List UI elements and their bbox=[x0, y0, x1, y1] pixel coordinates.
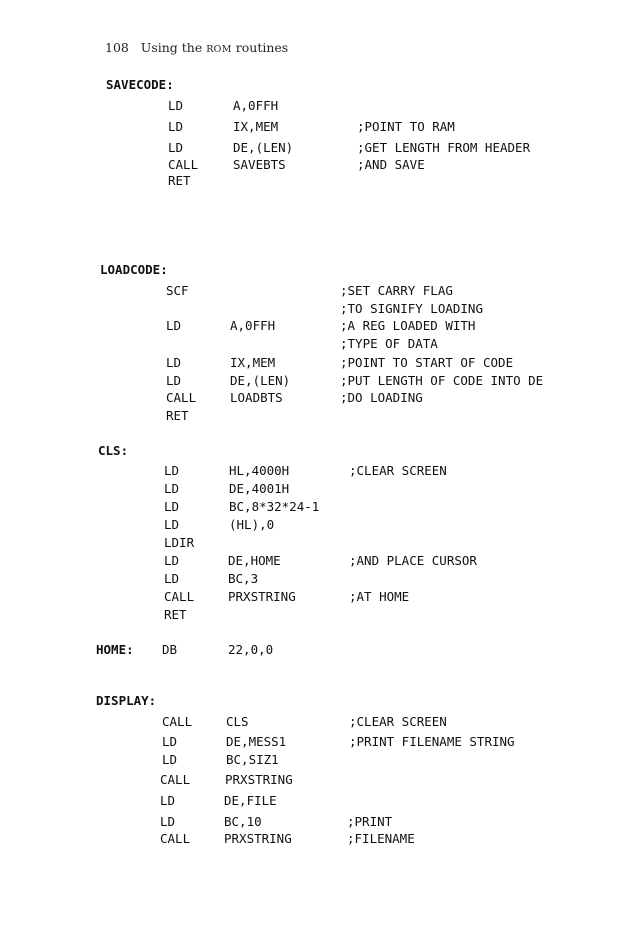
code-line bbox=[0, 140, 630, 157]
code-line bbox=[0, 262, 630, 279]
code-line bbox=[0, 463, 630, 480]
code-mnemonic: LD bbox=[164, 463, 180, 478]
code-operands: DE,MESS1 bbox=[226, 734, 287, 749]
code-comment: ;FILENAME bbox=[347, 831, 415, 846]
code-mnemonic: CALL bbox=[164, 589, 195, 604]
code-operands: IX,MEM bbox=[230, 355, 276, 370]
code-line bbox=[0, 693, 630, 710]
code-line bbox=[0, 77, 630, 94]
code-mnemonic: CALL bbox=[166, 390, 197, 405]
code-mnemonic: LD bbox=[168, 140, 184, 155]
code-operands: PRXSTRING bbox=[225, 772, 293, 787]
code-line bbox=[0, 499, 630, 516]
code-mnemonic: LD bbox=[166, 373, 182, 388]
code-mnemonic: LD bbox=[160, 814, 176, 829]
code-operands: DE,4001H bbox=[229, 481, 290, 496]
code-mnemonic: CALL bbox=[168, 157, 199, 172]
code-line bbox=[0, 734, 630, 751]
code-label: CLS: bbox=[98, 443, 129, 458]
code-operands: BC,8*32*24-1 bbox=[229, 499, 320, 514]
chapter-title-pre: Using the bbox=[140, 40, 203, 55]
code-mnemonic: LD bbox=[164, 517, 180, 532]
code-line bbox=[0, 814, 630, 831]
code-mnemonic: LD bbox=[162, 752, 178, 767]
code-comment: ;POINT TO RAM bbox=[357, 119, 455, 134]
code-line bbox=[0, 157, 630, 174]
code-mnemonic: LD bbox=[164, 499, 180, 514]
code-label: DISPLAY: bbox=[96, 693, 157, 708]
code-line bbox=[0, 607, 630, 624]
code-operands: BC,10 bbox=[224, 814, 262, 829]
code-line bbox=[0, 283, 630, 300]
code-operands: CLS bbox=[226, 714, 249, 729]
code-line bbox=[0, 443, 630, 460]
code-operands: A,0FFH bbox=[233, 98, 279, 113]
code-mnemonic: LD bbox=[168, 98, 184, 113]
code-operands: IX,MEM bbox=[233, 119, 279, 134]
code-mnemonic: LD bbox=[164, 481, 180, 496]
code-operands: SAVEBTS bbox=[233, 157, 286, 172]
code-line bbox=[0, 408, 630, 425]
code-operands: PRXSTRING bbox=[224, 831, 292, 846]
code-line bbox=[0, 571, 630, 588]
code-line bbox=[0, 589, 630, 606]
code-line bbox=[0, 390, 630, 407]
code-comment: ;CLEAR SCREEN bbox=[349, 463, 447, 478]
code-comment: ;AT HOME bbox=[349, 589, 410, 604]
code-comment: ;PRINT bbox=[347, 814, 393, 829]
code-label: HOME: bbox=[96, 642, 134, 657]
code-mnemonic: LD bbox=[166, 318, 182, 333]
chapter-title-post: routines bbox=[235, 40, 289, 55]
code-comment: ;TYPE OF DATA bbox=[340, 336, 438, 351]
code-comment: ;GET LENGTH FROM HEADER bbox=[357, 140, 531, 155]
code-comment: ;SET CARRY FLAG bbox=[340, 283, 453, 298]
code-operands: (HL),0 bbox=[229, 517, 275, 532]
code-label: LOADCODE: bbox=[100, 262, 168, 277]
code-line bbox=[0, 793, 630, 810]
code-line bbox=[0, 535, 630, 552]
code-line bbox=[0, 714, 630, 731]
code-line bbox=[0, 517, 630, 534]
code-label: SAVECODE: bbox=[106, 77, 174, 92]
code-operands: DE,FILE bbox=[224, 793, 277, 808]
code-operands: 22,0,0 bbox=[228, 642, 274, 657]
code-operands: BC,SIZ1 bbox=[226, 752, 279, 767]
code-comment: ;AND SAVE bbox=[357, 157, 425, 172]
code-comment: ;POINT TO START OF CODE bbox=[340, 355, 514, 370]
code-comment: ;DO LOADING bbox=[340, 390, 423, 405]
code-comment: ;TO SIGNIFY LOADING bbox=[340, 301, 483, 316]
page-number: 108 bbox=[105, 40, 129, 55]
code-operands: HL,4000H bbox=[229, 463, 290, 478]
code-mnemonic: LDIR bbox=[164, 535, 195, 550]
code-operands: DE,(LEN) bbox=[233, 140, 294, 155]
code-mnemonic: LD bbox=[166, 355, 182, 370]
code-mnemonic: LD bbox=[162, 734, 178, 749]
code-line bbox=[0, 318, 630, 335]
chapter-title-rom: ROM bbox=[206, 44, 232, 55]
code-comment: ;A REG LOADED WITH bbox=[340, 318, 476, 333]
code-line bbox=[0, 642, 630, 659]
code-comment: ;CLEAR SCREEN bbox=[349, 714, 447, 729]
code-operands: LOADBTS bbox=[230, 390, 283, 405]
code-comment: ;AND PLACE CURSOR bbox=[349, 553, 477, 568]
code-mnemonic: DB bbox=[162, 642, 178, 657]
code-mnemonic: SCF bbox=[166, 283, 189, 298]
code-mnemonic: LD bbox=[160, 793, 176, 808]
code-line bbox=[0, 301, 630, 318]
code-line bbox=[0, 752, 630, 769]
code-operands: A,0FFH bbox=[230, 318, 276, 333]
code-line bbox=[0, 336, 630, 353]
code-comment: ;PRINT FILENAME STRING bbox=[349, 734, 515, 749]
code-line bbox=[0, 373, 630, 390]
code-mnemonic: LD bbox=[168, 119, 184, 134]
code-mnemonic: RET bbox=[168, 173, 191, 188]
code-mnemonic: LD bbox=[164, 571, 180, 586]
code-mnemonic: CALL bbox=[160, 831, 191, 846]
code-line bbox=[0, 481, 630, 498]
code-mnemonic: RET bbox=[166, 408, 189, 423]
code-mnemonic: CALL bbox=[162, 714, 193, 729]
code-line bbox=[0, 831, 630, 848]
code-line bbox=[0, 553, 630, 570]
code-operands: DE,HOME bbox=[228, 553, 281, 568]
code-line bbox=[0, 98, 630, 115]
code-mnemonic: CALL bbox=[160, 772, 191, 787]
code-line bbox=[0, 173, 630, 190]
code-line bbox=[0, 119, 630, 136]
code-operands: PRXSTRING bbox=[228, 589, 296, 604]
code-line bbox=[0, 772, 630, 789]
code-operands: BC,3 bbox=[228, 571, 259, 586]
code-mnemonic: LD bbox=[164, 553, 180, 568]
code-operands: DE,(LEN) bbox=[230, 373, 291, 388]
code-mnemonic: RET bbox=[164, 607, 187, 622]
code-line bbox=[0, 355, 630, 372]
code-comment: ;PUT LENGTH OF CODE INTO DE bbox=[340, 373, 544, 388]
